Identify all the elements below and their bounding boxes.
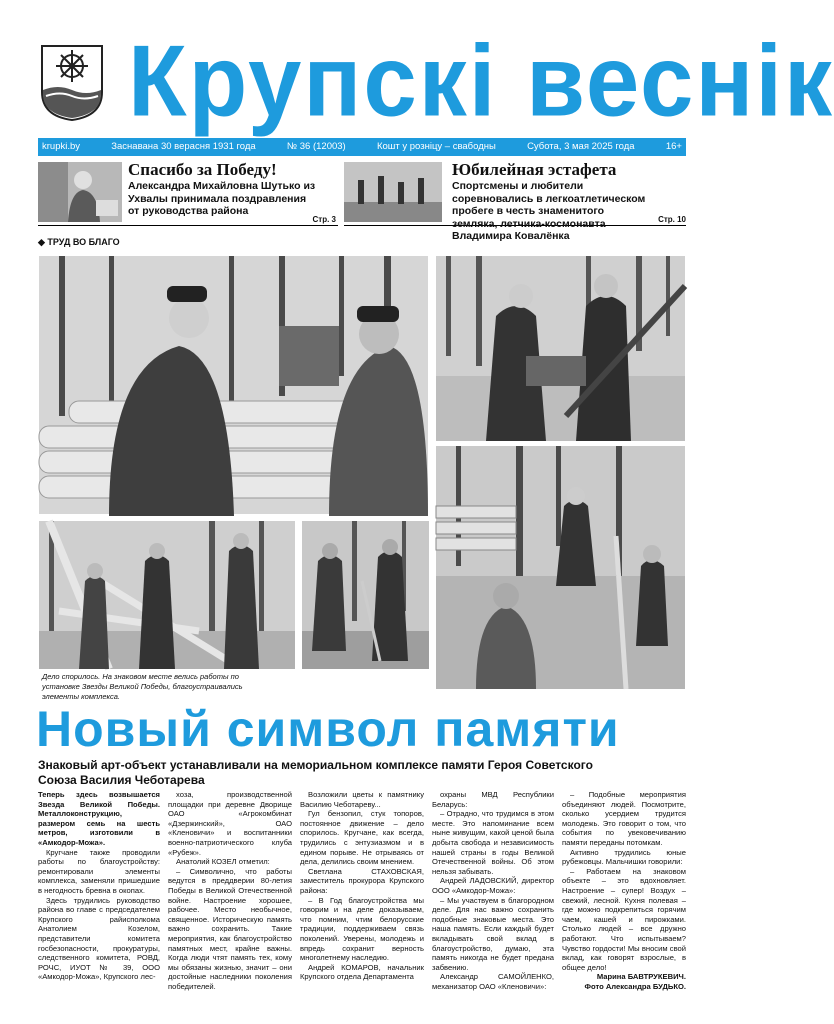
article-column-1 [38, 790, 160, 1008]
article-paragraph: – Работаем на знаковом объекте – это вдохновляет. Настроение – супер! Воздух – свежий, лесной. Кухня полевая – где можно подкрепиться горячим чаем, кашей и пирожками. Столько людей – все дружно работают. Что испытываем? Чувство гордости! Мы вносим свой вклад, как говорят взрослые, в общее дело! [562, 866, 686, 972]
article-paragraph: охраны МВД Республики Беларусь: [432, 790, 554, 809]
issue-date: Субота, 3 мая 2025 года [527, 141, 635, 152]
photo-star-beams [39, 521, 295, 669]
founded-text: Заснавана 30 верасня 1931 года [111, 141, 256, 152]
teaser-photo-runners [344, 162, 442, 222]
article-paragraph: – Подобные мероприятия объединяют людей. Посмотрите, сколько усердием трудится молодежь. Это говорит о том, что события по увековечиванию памяти переданы потомкам. [562, 790, 686, 847]
article-author: Марина БАВТРУКЕВИЧ. [596, 972, 686, 982]
teaser-photo-elderly-woman [38, 162, 122, 222]
teaser-text: Александра Михайловна Шутько из Ухвалы принимала поздравления от руководства района [128, 180, 316, 217]
diamond-icon: ◆ [38, 237, 48, 247]
site-link[interactable]: krupki.by [42, 141, 81, 152]
article-paragraph: – В Год благоустройства мы говорим и на деле доказываем, что помним, чтим белорусские традиции, поддерживаем связь поколений. Уверены, молодежь и впредь сохранит верность многолетнему наследию. [300, 895, 424, 963]
teaser-1[interactable] [38, 160, 338, 226]
article-column-2 [168, 790, 292, 1008]
article-paragraph: Андрей КОМАРОВ, начальник Крупского отдела Департамента [300, 962, 424, 982]
article-column-4 [432, 790, 554, 1008]
photo-caption: Дело спорилось. На знаковом месте велись работы по установке Звезды Великой Победы, благоустраивались элементы комплекса. [40, 671, 280, 703]
masthead-info-bar [38, 138, 686, 156]
article-paragraph: Кругчане также проводили работы по благоустройству: ремонтировали элементы комплекса, заменяли пришедшие в негодность бревна в окопах. [38, 847, 160, 895]
article-paragraph: – Символично, что работы ведутся в преддверии 80-летия Победы в Великой Отечественной войне. Настроение хорошее, рабочее. Место необычное, священное. Историческую память важно сохранить. Такие мероприятия, как благоустройство памятных мест, крайне важны. Когда люди чтят память тех, кому мы обязаны жизнью, значит – они достойные наследники поколения победителей. [168, 866, 292, 991]
photo-digging [436, 256, 685, 441]
teaser-text: Спортсмены и любители соревновались в легкоатлетическом пробеге в честь знаменитого земляка, летчика-космонавта Владимира Ковалёнка [452, 180, 646, 242]
article-paragraph: Андрей ЛАДОВСКИЙ, директор ООО «Амкодор-Можа»: [432, 876, 554, 895]
article-paragraph: – Отрадно, что трудимся в этом месте. Это напоминание всем ныне живущим, какой ценой была добыта свобода и независимость нашей страны в годы Великой Отечественной войны. Об этом нельзя забывать. [432, 809, 554, 876]
teaser-page: Стр. 3 [312, 215, 336, 224]
photo-log-work [436, 446, 685, 689]
article-paragraph: Активно трудились юные рубежовцы. Мальчишки говорили: [562, 847, 686, 867]
article-subhead: Знаковый арт-объект устанавливали на мемориальном комплексе памяти Героя Советского Союза Василия Чеботарева [38, 758, 593, 787]
teaser-page: Стр. 10 [658, 215, 686, 224]
teaser-title: Спасибо за Победу! [128, 160, 277, 179]
article-column-5 [562, 790, 686, 1008]
newspaper-title: Крупскі веснік [128, 25, 834, 138]
article-column-3 [300, 790, 424, 1008]
age-rating: 16+ [665, 141, 682, 152]
article-paragraph: Светлана СТАХОВСКАЯ, заместитель прокурора Крупского района: [300, 866, 424, 895]
photo-men-logs [39, 256, 428, 514]
photo-credit: Фото Александра БУДЬКО. [584, 981, 686, 991]
article-paragraph: Возложили цветы к памятнику Василию Чеботареву... [300, 790, 424, 809]
article-paragraph: Гул бензопил, стук топоров, постоянное движение – дело спорилось. Кругчане, как всегда, трудились с энтузиазмом и в едином порыве. Не отрываясь от дела, делились своим мнением. [300, 809, 424, 867]
article-paragraph: хоза, производственной площадки при деревне Дворище ОАО «Агрокомбинат «Дзержинский», ОАО «Кленовичи» и воспитанники военно-патриотического клуба «Рубеж». [168, 790, 292, 857]
teaser-2[interactable] [344, 160, 686, 242]
article-paragraph: Здесь трудились руководство района во главе с председателем Крупского райисполкома Анатолием Козелом, представители комитета госбезопасности, прокуратуры, следственного комитета, РОВД, РОЧС, ИУОТ № 39, ООО «Амкодор-Можа», Крупского лес- [38, 895, 160, 982]
coat-of-arms-icon [40, 44, 104, 122]
article-paragraph: Александр САМОЙЛЕНКО, механизатор ОАО «Кленовичи»: [432, 972, 554, 991]
article-headline: Новый символ памяти [36, 701, 620, 757]
teaser-title: Юбилейная эстафета [452, 160, 617, 179]
article-lead: Теперь здесь возвышается Звезда Великой Победы. Металлоконструкцию, размером семь на шесть метров, изготовили в «Амкодор-Можа». [38, 790, 160, 847]
rubric-label: ◆ ТРУД ВО БЛАГО [38, 237, 120, 247]
article-paragraph: Анатолий КОЗЕЛ отметил: [176, 857, 270, 867]
article-paragraph: – Мы участвуем в благородном деле. Для нас важно сохранить подобные знаковые места. Это наша память. Если каждый будет вкладывать свой вклад в благоустройство, думаю, эта память никогда не будет предана забвению. [432, 895, 554, 972]
price-text: Кошт у розніцу – свабодны [376, 141, 496, 152]
photo-two-workers [302, 521, 429, 669]
issue-number: № 36 (12003) [286, 141, 346, 152]
